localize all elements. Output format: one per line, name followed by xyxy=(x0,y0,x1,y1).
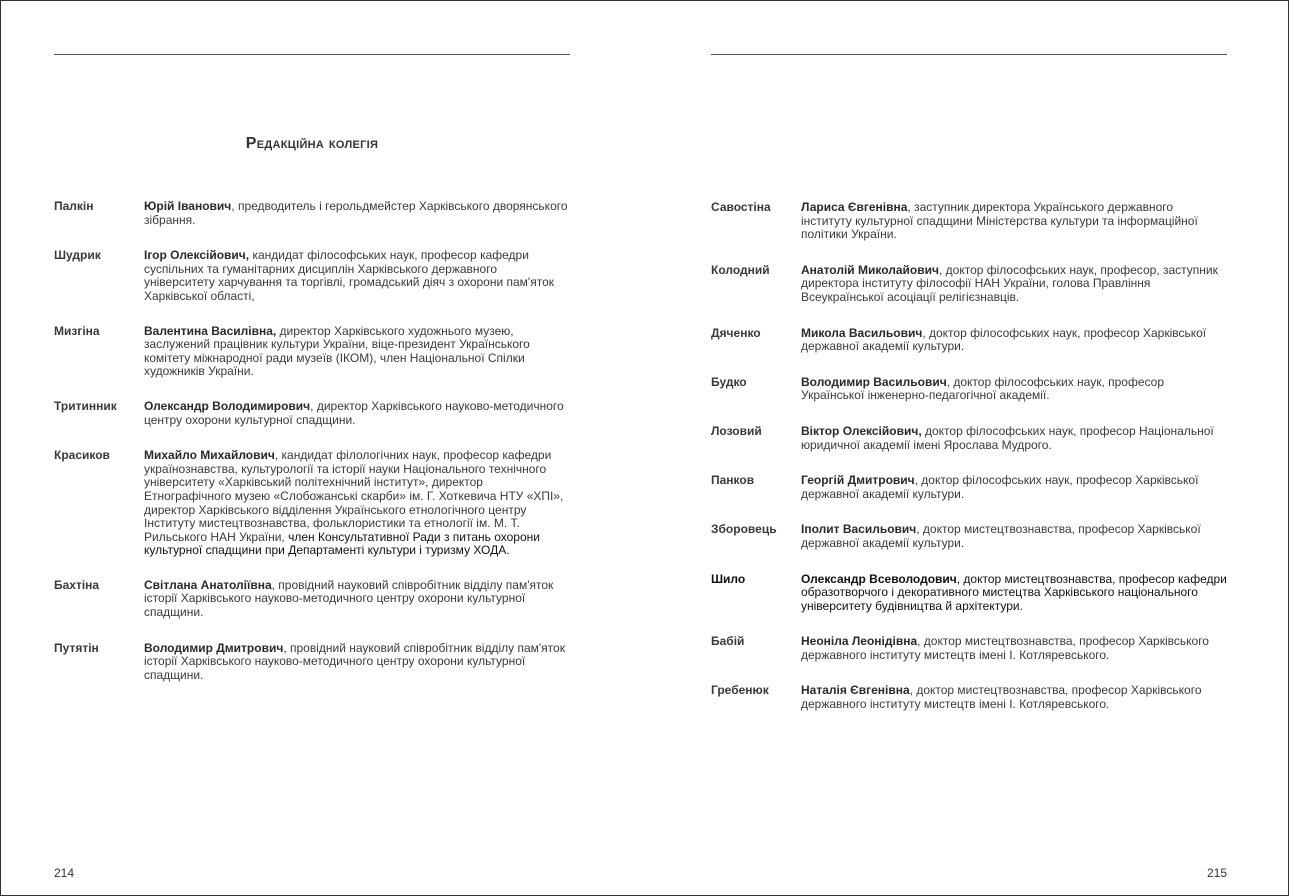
member-surname: Дяченко xyxy=(711,325,761,340)
board-member-entry xyxy=(711,523,1227,550)
member-surname: Шудрик xyxy=(54,248,101,263)
member-surname: Бабій xyxy=(711,634,745,649)
member-surname: Тритинник xyxy=(54,398,117,413)
member-position: , доктор філософських наук, професор Харківської державної академії культури. xyxy=(801,473,1199,501)
member-surname: Мизгіна xyxy=(54,323,100,338)
member-given-name: Михайло Михайлович xyxy=(144,448,275,463)
member-position: кандидат філософських наук, професор кафедри суспільних та гуманітарних дисциплін Харківського державного університету харчування та торгівлі, громадський діяч з охорони пам'яток Харківської області, xyxy=(144,248,555,303)
member-surname: Гребенюк xyxy=(711,683,769,698)
member-given-name: Анатолій Миколайович xyxy=(801,262,939,277)
board-member-entry xyxy=(54,200,570,227)
board-member-entry xyxy=(54,325,570,379)
member-description xyxy=(144,249,570,303)
member-given-name: Володимир Васильович xyxy=(801,374,947,389)
board-member-entry xyxy=(711,201,1227,242)
member-given-name: Лариса Євгенівна xyxy=(801,200,908,214)
member-description xyxy=(801,635,1227,662)
member-description xyxy=(144,325,570,379)
member-description xyxy=(801,376,1227,403)
member-surname: Зборовець xyxy=(711,522,777,537)
member-description xyxy=(801,425,1227,452)
member-given-name: Олександр Володимирович xyxy=(144,398,311,413)
member-given-name: Олександр Всеволодович xyxy=(801,571,957,586)
member-position: , доктор мистецтвознавства, професор Харківського державного інституту мистецтв імені І. Котляревського. xyxy=(801,634,1209,662)
member-position: , доктор мистецтвознавства, професор Харківської державної академії культури. xyxy=(801,522,1201,550)
board-member-entry xyxy=(711,327,1227,354)
member-position: , доктор філософських наук, професор Української інженерно-педагогічної академії. xyxy=(801,374,1164,403)
board-member-entry xyxy=(711,376,1227,403)
member-given-name: Світлана Анатоліївна xyxy=(144,577,272,592)
member-surname: Панков xyxy=(711,473,755,488)
member-given-name: Віктор Олексійович, xyxy=(801,423,922,438)
member-given-name: Юрій Іванович xyxy=(144,199,232,213)
member-description xyxy=(801,573,1227,614)
member-position-extra: член Консультативної Ради з питань охорони культурної спадщини при Департаменті культури і туризму ХОДА. xyxy=(144,529,540,558)
board-member-entry xyxy=(54,400,570,427)
board-member-entry xyxy=(711,425,1227,452)
member-surname: Колодний xyxy=(711,262,770,277)
member-position: , предводитель і герольдмейстер Харківського дворянського зібрання. xyxy=(144,199,568,227)
member-given-name: Георгій Дмитрович xyxy=(801,473,915,488)
member-given-name: Іполит Васильович xyxy=(801,522,917,537)
member-position: , провідний науковий співробітник відділу пам'яток історії Харківського науково-методичного центру охорони культурної спадщини. xyxy=(144,577,554,620)
board-member-entry xyxy=(54,249,570,303)
board-member-entry xyxy=(711,264,1227,305)
member-surname: Лозовий xyxy=(711,423,762,438)
page-number: 215 xyxy=(1206,866,1227,880)
member-description xyxy=(801,264,1227,305)
member-description xyxy=(801,327,1227,354)
member-position: , доктор мистецтвознавства, професор Харківського державного інституту мистецтв імені І. Котляревського. xyxy=(801,683,1202,712)
editorial-board-list xyxy=(711,201,1227,712)
member-given-name: Ігор Олексійович, xyxy=(144,248,250,263)
member-position: , доктор мистецтвознавства, професор кафедри образотворчого і декоративного мистецтва Харківського національного університету будівництва й архітектури. xyxy=(801,571,1227,613)
member-given-name: Володимир Дмитрович xyxy=(144,640,284,655)
header-rule xyxy=(54,54,570,55)
member-description xyxy=(144,642,570,683)
member-position: доктор філософських наук, професор Національної юридичної академії імені Ярослава Мудрого. xyxy=(801,423,1214,452)
board-member-entry xyxy=(711,474,1227,501)
member-surname: Савостіна xyxy=(711,200,771,214)
member-surname: Шило xyxy=(711,571,746,586)
member-description xyxy=(144,449,570,558)
member-position: , директор Харківського науково-методичного центру охорони культурної спадщини. xyxy=(144,398,564,427)
board-member-entry xyxy=(711,573,1227,614)
page-number: 214 xyxy=(54,866,75,880)
board-member-entry xyxy=(711,635,1227,662)
member-surname: Палкін xyxy=(54,199,94,213)
member-description xyxy=(801,684,1227,711)
member-position: , кандидат філологічних наук, професор кафедри українознавства, культурології та історії науки Національного технічного університету «Харківський політехнічний інститут», директор Етнографічного музею «Слобожанські скарби» ім. Г. Хоткевича НТУ «ХПІ», директор Харківського відділення Українського етнологічного центру Інституту мистецтвознавства, фольклористики та етнології ім. М. Т. Рильського НАН України, xyxy=(144,448,564,544)
member-position: , доктор філософських наук, професор, заступник директора інституту філософії НАН України, голова Правління Всеукраїнської асоціації релігієзнавців. xyxy=(801,262,1218,304)
right-page xyxy=(711,0,1227,896)
member-description xyxy=(144,579,570,620)
board-member-entry xyxy=(711,684,1227,711)
member-description xyxy=(801,523,1227,550)
member-given-name: Неоніла Леонідівна xyxy=(801,634,918,649)
member-position: , заступник директора Українського державного інституту культурної спадщини Міністерства культури та інформаційної політики України. xyxy=(801,200,1198,242)
member-description xyxy=(801,474,1227,501)
board-member-entry xyxy=(54,449,570,558)
member-position: , провідний науковий співробітник відділу пам'яток історії Харківського науково-методичного центру охорони культурної спадщини. xyxy=(144,640,565,682)
member-description xyxy=(801,201,1227,242)
editorial-board-list xyxy=(54,200,570,682)
member-surname: Бахтіна xyxy=(54,577,100,592)
member-description xyxy=(144,200,570,227)
member-position: , доктор філософських наук, професор Харківської державної академії культури. xyxy=(801,325,1207,354)
member-surname: Красиков xyxy=(54,448,110,463)
page-title: Редакційна колегія xyxy=(245,135,379,152)
member-surname: Путятін xyxy=(54,640,99,655)
member-description xyxy=(144,400,570,427)
member-given-name: Валентина Василівна, xyxy=(144,323,277,338)
left-page xyxy=(54,0,570,896)
member-given-name: Наталія Євгенівна xyxy=(801,683,910,698)
header-rule xyxy=(711,54,1227,55)
board-member-entry xyxy=(54,642,570,683)
member-position: директор Харківського художнього музею, заслужений працівник культури України, віце-президент Українського комітету міжнародної ради музеїв (ІКОМ), член Національної Спілки художників України. xyxy=(144,323,530,379)
member-given-name: Микола Васильович xyxy=(801,325,923,340)
board-member-entry xyxy=(54,579,570,620)
member-surname: Будко xyxy=(711,374,747,389)
